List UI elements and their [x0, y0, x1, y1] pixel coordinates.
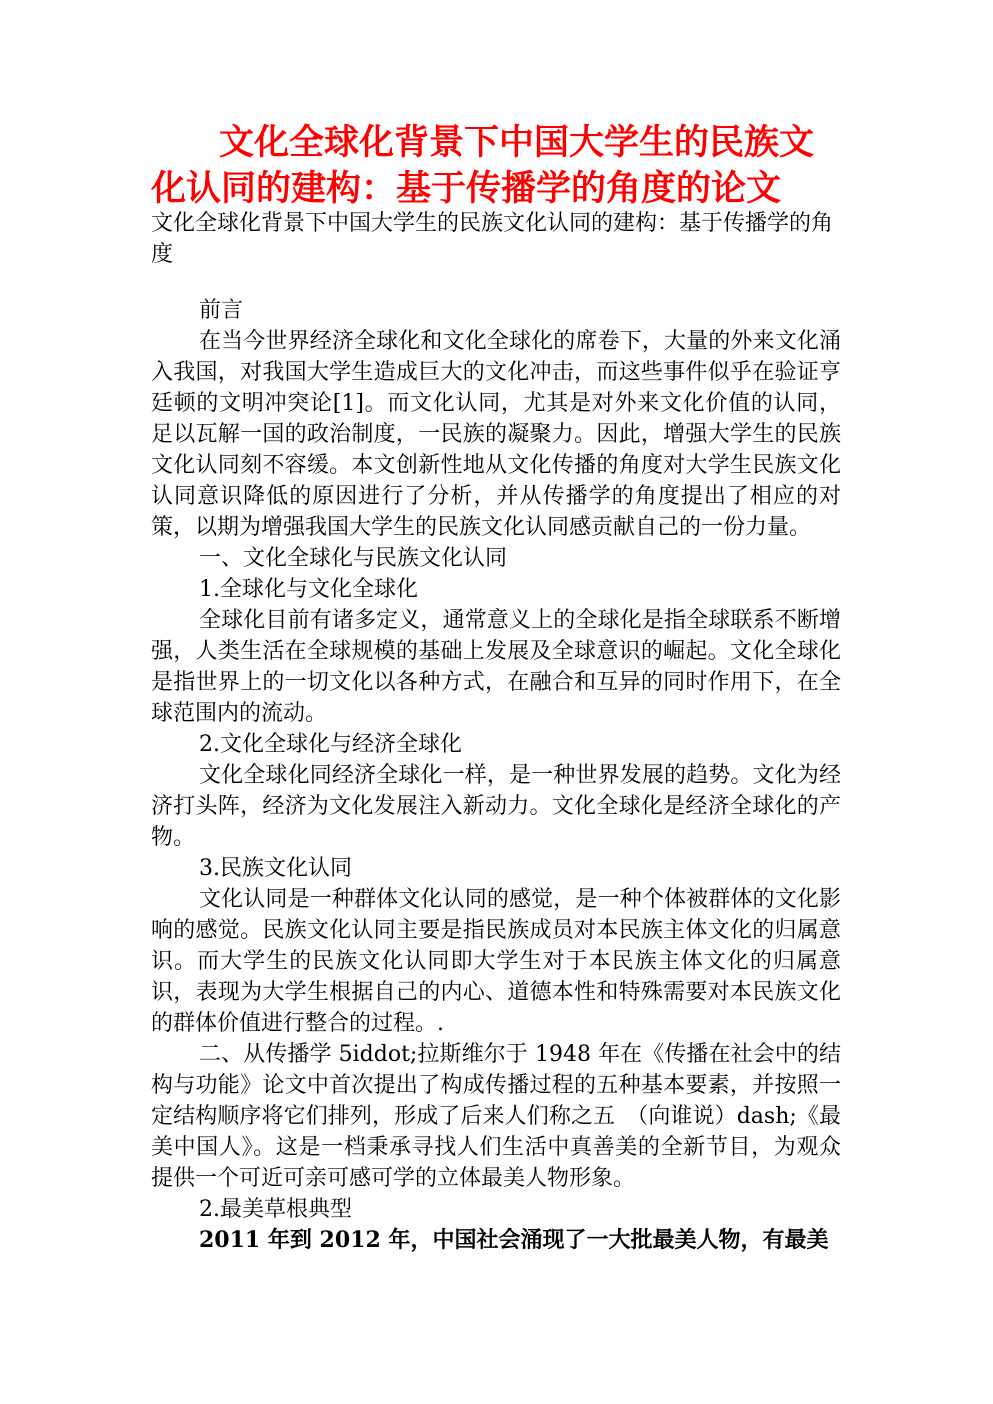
subsection-heading-2-2: 2.最美草根典型	[199, 1197, 352, 1222]
section-heading-1: 一、文化全球化与民族文化认同	[199, 546, 508, 571]
document-subtitle: 文化全球化背景下中国大学生的民族文化认同的建构：基于传播学的角度	[151, 211, 834, 267]
paragraph-globalization: 全球化目前有诸多定义，通常意义上的全球化是指全球联系不断增强，人类生活在全球规模的基础上发展及全球意识的崛起。文化全球化是指世界上的一切文化以各种方式，在融合和互异的同时作用下，在全球范围内的流动。	[151, 608, 841, 726]
section-heading-preface: 前言	[199, 298, 244, 323]
paragraph-economic-globalization: 文化全球化同经济全球化一样，是一种世界发展的趋势。文化为经济打头阵，经济为文化发展注入新动力。文化全球化是经济全球化的产物。	[151, 763, 841, 850]
subsection-heading-1-1: 1.全球化与文化全球化	[199, 577, 418, 602]
subsection-heading-1-3: 3.民族文化认同	[199, 856, 352, 881]
paragraph-preface: 在当今世界经济全球化和文化全球化的席卷下，大量的外来文化涌入我国，对我国大学生造成巨大的文化冲击，而这些事件似乎在验证亨廷顿的文明冲突论[1]。而文化认同，尤其是对外来文化价值的认同，足以瓦解一国的政治制度，一民族的凝聚力。因此，增强大学生的民族文化认同刻不容缓。本文创新性地从文化传播的角度对大学生民族文化认同意识降低的原因进行了分析，并从传播学的角度提出了相应的对策，以期为增强我国大学生的民族文化认同感贡献自己的一份力量。	[151, 329, 841, 540]
document-title: 文化全球化背景下中国大学生的民族文化认同的建构：基于传播学的角度的论文	[151, 122, 815, 209]
paragraph-national-identity: 文化认同是一种群体文化认同的感觉，是一种个体被群体的文化影响的感觉。民族文化认同主要是指民族成员对本民族主体文化的归属意识。而大学生的民族文化认同即大学生对于本民族主体文化的归属意识，表现为大学生根据自己的内心、道德本性和特殊需要对本民族文化的群体价值进行整合的过程。.	[151, 887, 841, 1036]
subsection-heading-1-2: 2.文化全球化与经济全球化	[199, 732, 462, 757]
document-body	[151, 295, 841, 1256]
paragraph-section-2: 二、从传播学 5iddot;拉斯维尔于 1948 年在《传播在社会中的结构与功能》论文中首次提出了构成传播过程的五种基本要素，并按照一定结构顺序将它们排列，形成了后来人们称之五 （向谁说）dash;《最美中国人》。这是一档秉承寻找人们生活中真善美的全新节目，为观众提供一个可近可亲可感可学的立体最美人物形象。	[151, 1042, 841, 1191]
paragraph-grassroots: 2011 年到 2012 年，中国社会涌现了一大批最美人物，有最美	[199, 1227, 829, 1253]
